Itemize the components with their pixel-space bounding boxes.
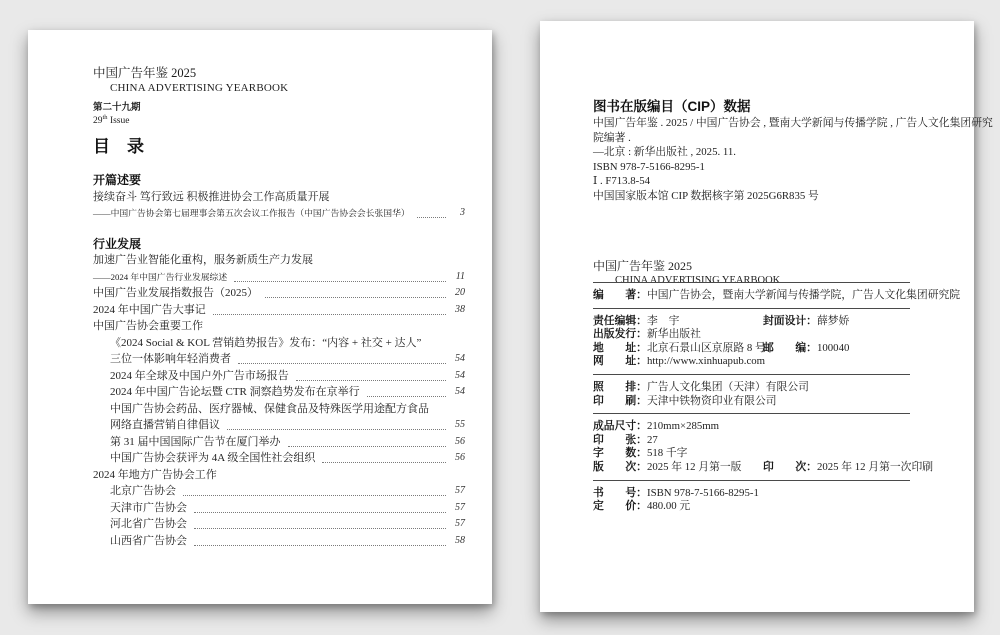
toc-entry-text: ——中国广告协会第七届理事会第五次会议工作报告（中国广告协会会长张国华） [93,208,410,218]
colophon-cell [593,328,701,340]
colophon-row [593,395,910,409]
colophon-value: 广告人文化集团（天津）有限公司 [646,380,809,393]
toc-entry-text: 河北省广告协会 [110,518,187,530]
toc-page-number: 55 [455,419,465,430]
colophon-value: 518 千字 [646,447,688,460]
toc-entry-text: 行业发展 [93,236,142,251]
toc-entry [93,335,465,352]
toc-entry [93,533,465,550]
dot-leader [322,462,446,463]
toc-entry-text: 三位一体影响年轻消费者 [110,353,231,365]
toc-entry-text: 2024 年中国广告论坛暨 CTR 洞察趋势发布在京举行 [110,386,360,398]
colophon-row [593,434,910,448]
book-title-en: CHINA ADVERTISING YEARBOOK [615,275,781,286]
colophon-cell [763,461,933,475]
colophon-value: 2025 年 12 月第一版 [646,460,742,473]
toc-page-number: 11 [455,270,465,282]
colophon-group [593,413,934,479]
colophon-row [593,328,910,342]
toc-entry [93,269,465,286]
colophon-value: 新华出版社 [646,328,701,341]
toc-page-number: 57 [455,501,465,513]
colophon [593,282,961,519]
toc-entry [93,285,465,302]
dot-leader [213,314,446,315]
colophon-cell [593,315,679,327]
colophon-label: 印 次： [763,460,817,473]
colophon-row [593,487,910,501]
cip-line: —北京 : 新华出版社 , 2025. 11. [593,146,736,159]
colophon-label: 编 著： [593,289,647,301]
issue-number-cn: 第二十九期 [93,102,141,113]
toc-entry [93,368,465,385]
toc-entry-text: 北京广告协会 [110,485,176,497]
colophon-label: 照 排： [593,380,647,393]
colophon-value: 北京石景山区京原路 8 号 [646,341,766,354]
colophon-cell [593,395,777,407]
colophon-cell [593,461,741,473]
toc-entry-text: 中国广告协会药品、医疗器械、保健食品及特殊医学用途配方食品 [110,402,429,415]
cip-line: ISBN 978-7-5166-8295-1 [593,160,705,173]
colophon-value: 天津中铁物资印业有限公司 [646,394,777,407]
toc-entry [93,252,465,269]
colophon-label: 网 址： [593,355,647,368]
toc-entry [93,384,465,401]
dot-leader [367,396,446,397]
colophon-value: 中国广告协会，暨南大学新闻与传播学院，广告人文化集团研究院 [646,289,961,301]
toc-entry [93,483,465,500]
colophon-row [593,447,910,461]
toc-section-heading [93,172,465,189]
colophon-label: 封面设计： [763,314,817,327]
toc-page-number: 58 [455,534,465,546]
toc-entry-text: 加速广告业智能化重构，服务新质生产力发展 [93,254,313,266]
colophon-cell [593,500,690,512]
copyright-page [540,21,993,612]
toc-page-number: 38 [455,303,465,315]
colophon-label: 印 刷： [593,394,647,407]
toc-entry [93,189,465,206]
dot-leader [296,380,446,381]
toc-entry [93,516,465,533]
toc-page-number: 56 [455,452,465,463]
toc-page-number: 3 [460,207,465,218]
toc-page-number: 54 [455,353,465,364]
colophon-cell [593,420,719,432]
toc-entry [93,401,465,418]
colophon-value: 480.00 元 [646,500,691,513]
toc-entry-text: 2024 年地方广告协会工作 [93,468,217,481]
toc-entry [93,302,465,319]
yearbook-title-en: CHINA ADVERTISING YEARBOOK [110,82,289,94]
toc-entry [93,417,465,434]
colophon-label: 定 价： [593,500,647,513]
colophon-cell [593,289,960,301]
colophon-value: http://www.xinhuapub.com [646,355,766,368]
toc-page-number: 56 [455,435,465,447]
colophon-label: 出版发行： [593,328,647,341]
toc-entry [93,450,465,467]
toc-entry-text: 开篇述要 [93,173,142,187]
toc-entry-text: ——2024 年中国广告行业发展综述 [93,271,228,282]
toc-entry [93,205,465,222]
toc-entry-text: 天津市广告协会 [110,501,187,514]
colophon-cell [763,315,849,329]
toc-page-number: 57 [455,518,465,529]
cip-data-block [593,116,993,204]
dot-leader [183,495,446,496]
colophon-cell [593,487,759,499]
colophon-value: 27 [646,433,658,446]
toc-page-number: 20 [455,287,465,298]
toc-list [93,172,465,549]
toc-entry [93,351,465,368]
colophon-label: 责任编辑： [593,314,647,327]
colophon-label: 成品尺寸： [593,420,647,433]
colophon-label: 印 张： [593,433,647,446]
dot-leader [265,297,446,298]
colophon-cell [593,434,658,446]
colophon-row [593,342,910,356]
colophon-row [593,355,910,369]
colophon-cell [593,355,765,367]
colophon-label: 书 号： [593,486,647,499]
toc-page-number: 54 [455,386,465,397]
toc-entry-text: 山西省广告协会 [110,534,187,547]
colophon-group [593,480,910,519]
colophon-value: 2025 年 12 月第一次印刷 [816,460,934,473]
dot-leader [288,446,447,447]
dot-leader [194,512,446,513]
colophon-row [593,289,961,303]
toc-entry-text: 2024 年全球及中国户外广告市场报告 [110,369,289,382]
colophon-row [593,460,934,475]
issue-ordinal-suffix: th [102,114,108,121]
cip-line: 中国广告年鉴 . 2025 / 中国广告协会 , 暨南大学新闻与传播学院 , 广告人文化集团研究 [593,117,993,129]
toc-entry-text: 中国广告协会重要工作 [93,320,203,332]
colophon-group [593,308,910,374]
dot-leader [194,528,446,529]
dot-leader [194,545,446,546]
toc-section-heading [93,236,465,253]
toc-page [28,30,492,604]
toc-title: 目 录 [93,137,144,156]
toc-entry [93,434,465,451]
issue-word: Issue [107,116,130,127]
colophon-cell [593,381,809,393]
colophon-label: 版 次： [593,460,647,473]
colophon-label: 字 数： [593,447,647,460]
colophon-label: 地 址： [593,341,647,354]
colophon-row [593,381,910,395]
colophon-value: 210mm×285mm [646,420,720,433]
colophon-row [593,420,910,434]
colophon-group [593,282,961,308]
yearbook-header [93,63,288,126]
colophon-group [593,374,910,413]
dot-leader [238,363,446,364]
toc-entry [93,318,465,335]
toc-entry-text: 中国广告协会获评为 4A 级全国性社会组织 [110,452,316,464]
issue-number-en [93,114,288,126]
toc-page-number: 54 [455,369,465,381]
cip-line: 中国国家版本馆 CIP 数据核字第 2025G6R835 号 [593,189,819,202]
toc-entry [93,500,465,517]
cip-line: Ⅰ . F713.8-54 [593,175,651,188]
toc-entry-text: 网络直播营销自律倡议 [110,419,220,431]
colophon-label: 邮 编： [763,341,817,354]
toc-entry-text: 2024 年中国广告大事记 [93,303,206,316]
colophon-cell [593,342,766,354]
cip-line: 院编著 . [593,131,631,144]
colophon-cell [763,342,849,356]
yearbook-title-cn: 中国广告年鉴 2025 [93,66,197,80]
dot-leader [227,429,446,430]
toc-page-number: 57 [455,485,465,496]
colophon-row [593,315,910,329]
toc-entry-text: 接续奋斗 笃行致远 积极推进协会工作高质量开展 [93,190,330,203]
colophon-value: ISBN 978-7-5166-8295-1 [646,486,759,499]
colophon-row [593,500,910,514]
colophon-value: 李 宇 [646,314,680,327]
issue-num: 29 [93,116,103,127]
dot-leader [417,217,446,218]
colophon-value: 100040 [816,341,850,354]
book-title-cn: 中国广告年鉴 2025 [593,259,693,273]
toc-entry-text: 中国广告业发展指数报告（2025） [93,287,258,299]
cip-heading: 图书在版编目（CIP）数据 [593,99,751,114]
toc-entry [93,467,465,484]
colophon-value: 薛梦娇 [816,314,850,327]
colophon-cell [593,447,687,459]
dot-leader [234,281,446,282]
toc-entry-text: 《2024 Social & KOL 营销趋势报告》发布：“内容 + 社交 + 达人” [110,336,422,349]
toc-entry-text: 第 31 届中国国际广告节在厦门举办 [110,435,281,448]
